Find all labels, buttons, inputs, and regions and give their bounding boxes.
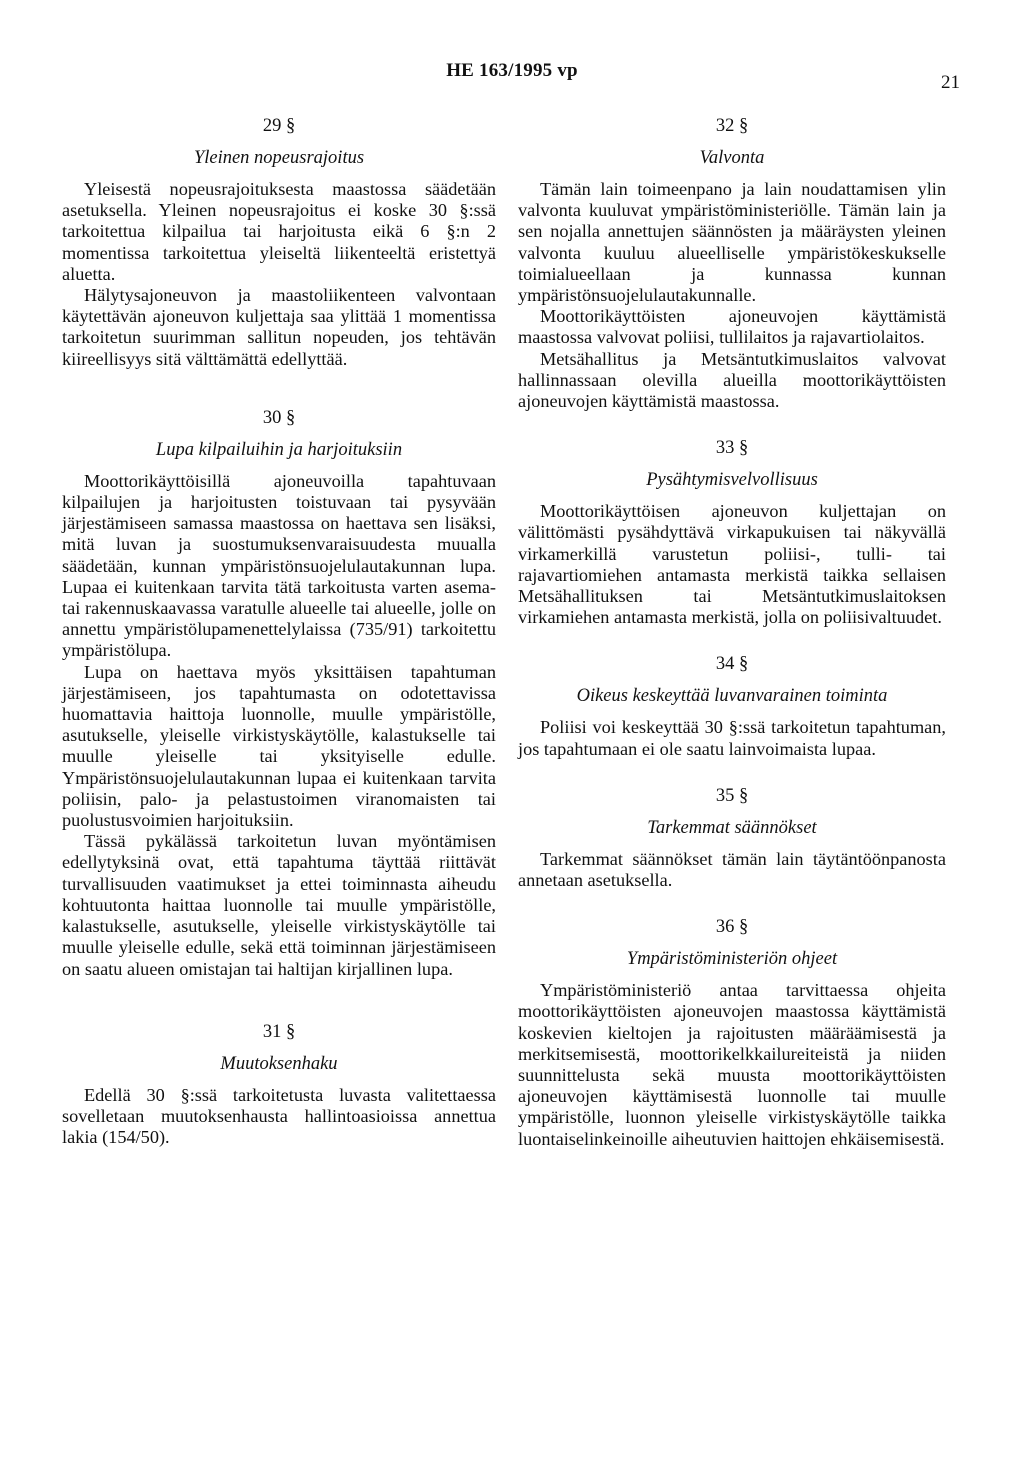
section-34 — [518, 652, 946, 759]
section-title: Ympäristöministeriön ohjeet — [626, 949, 838, 970]
paragraph: Metsähallitus ja Metsäntutkimuslaitos valvovat hallinnassaan olevilla alueilla moottorikäyttöisten ajoneuvojen käyttämistä maastossa. — [518, 348, 946, 412]
section-35 — [518, 784, 946, 891]
right-column — [518, 108, 946, 1150]
section-title: Lupa kilpailuihin ja harjoituksiin — [155, 439, 403, 460]
section-number: 35 § — [715, 785, 749, 806]
paragraph: Moottorikäyttöisillä ajoneuvoilla tapahtuvaan kilpailujen ja harjoitusten toistuvaan tai pysyvään järjestämiseen samassa maastossa on haettava sen lisäksi, mitä luvan ja suostumuksenvaraisuudesta muualla säädetään, kunnan ympäristönsuojelulautakunnan lupa. Lupaa ei kuitenkaan tarvita tätä tarkoitusta varten asema- tai rakennuskaavassa varatulle alueelle tai alueelle, jolle on annettu ympäristölupamenettelylaissa (735/91) tarkoitettu ympäristölupa. — [62, 470, 496, 661]
paragraph: Edellä 30 §:ssä tarkoitetusta luvasta valitettaessa sovelletaan muutoksenhausta hallintoasioissa annettua lakia (154/50). — [62, 1084, 496, 1148]
section-title: Tarkemmat säännökset — [647, 817, 817, 838]
paragraph: Yleisestä nopeusrajoituksesta maastossa säädetään asetuksella. Yleinen nopeusrajoitus ei koske 30 §:ssä tarkoitettua kilpailua tai harjoitusta eikä 6 §:n 2 momentissa tarkoitettua yleiseltä liikenteeltä eristettyä aluetta. — [62, 179, 496, 284]
section-number: 34 § — [715, 654, 749, 675]
left-column — [62, 108, 496, 1148]
section-36 — [518, 915, 946, 1150]
paragraph: Poliisi voi keskeyttää 30 §:ssä tarkoitetun tapahtuman, jos tapahtumaan ei ole saatu lainvoimaista lupaa. — [518, 717, 946, 759]
section-number: 29 § — [262, 116, 296, 136]
section-title: Yleinen nopeusrajoitus — [193, 148, 365, 168]
section-number: 36 § — [715, 917, 749, 938]
section-32 — [518, 114, 946, 412]
paragraph: Tässä pykälässä tarkoitetun luvan myöntämisen edellytyksinä ovat, että tapahtuma täyttää riittävät turvallisuuden vaatimukset ja ettei toiminnasta aiheudu kohtuutonta haittaa luonnolle tai muulle ympäristölle, kalastukselle, asutukselle, yleiselle virkistyskäytölle tai muulle yleiselle edulle, sekä että toiminnan järjestämiseen on saatu alueen omistajan tai haltijan kirjallinen lupa. — [62, 831, 496, 979]
paragraph: Tarkemmat säännökset tämän lain täytäntöönpanosta annetaan asetuksella. — [518, 848, 946, 891]
paragraph: Lupa on haettava myös yksittäisen tapahtuman järjestämiseen, jos tapahtumasta on odotettavissa huomattavia haittoja luonnolle, muulle ympäristölle, asutukselle, yleiselle virkistyskäytölle, kalastukselle tai muulle yleiselle tai yksityiselle edulle. Ympäristönsuojelulautakunnan lupaa ei kuitenkaan tarvita poliisin, palo- ja pelastustoimen viranomaisten tai puolustusvoimien harjoituksiin. — [62, 661, 496, 831]
section-31 — [62, 1020, 496, 1149]
paragraph: Moottorikäyttöisen ajoneuvon kuljettajan on välittömästi pysähdyttävä virkapukuisen tai näkyvällä virkamerkillä varustetun poliisi-, tulli- tai rajavartiomiehen antamasta merkistä taikka sellaisen Metsähallituksen tai Metsäntutkimuslaitoksen virkamiehen antamasta merkistä, jolla on poliisivaltuudet. — [518, 501, 946, 628]
section-number: 32 § — [715, 116, 749, 136]
paragraph: Hälytysajoneuvon ja maastoliikenteen valvontaan käytettävän ajoneuvon kuljettaja saa ylittää 1 momentissa tarkoitetun suurimman sallitun nopeuden, jos tehtävän kiireellisyys sitä välttämättä edellyttää. — [62, 285, 496, 369]
paragraph: Ympäristöministeriö antaa tarvittaessa ohjeita moottorikäyttöisten ajoneuvojen maastossa käyttämistä koskevien kieltojen ja rajoitusten määräämisestä ja merkitsemisestä, moottorikelkkailureiteistä ja niiden suunnittelusta sekä muusta moottorikäyttöisten ajoneuvojen käyttämisestä luonnolle tai muulle ympäristölle, luonnon yleiselle virkistyskäytölle taikka luontaiselinkeinoille aiheutuvien haittojen ehkäisemisestä. — [518, 980, 946, 1149]
paragraph: Tämän lain toimeenpano ja lain noudattamisen ylin valvonta kuuluvat ympäristöministeriölle. Tämän lain ja sen nojalla annettujen säännösten ja määräysten yleinen valvonta kuuluu alueelliselle ympäristökeskukselle toimialueellaan ja kunnassa kunnan ympäristönsuojelulautakunnalle. — [518, 179, 946, 306]
section-30 — [62, 406, 496, 980]
section-title: Muutoksenhaku — [220, 1053, 338, 1074]
section-number: 30 § — [262, 407, 296, 428]
section-title: Oikeus keskeyttää luvanvarainen toiminta — [576, 686, 888, 707]
section-number: 31 § — [262, 1021, 296, 1042]
paragraph: Moottorikäyttöisten ajoneuvojen käyttämistä maastossa valvovat poliisi, tullilaitos ja rajavartiolaitos. — [518, 306, 946, 348]
section-number: 33 § — [715, 438, 749, 459]
section-33 — [518, 436, 946, 628]
section-29 — [62, 114, 496, 370]
page-number: 21 — [941, 72, 960, 93]
section-title: Valvonta — [699, 148, 765, 168]
section-title: Pysähtymisvelvollisuus — [646, 470, 818, 491]
document-reference: HE 163/1995 vp — [446, 60, 578, 81]
